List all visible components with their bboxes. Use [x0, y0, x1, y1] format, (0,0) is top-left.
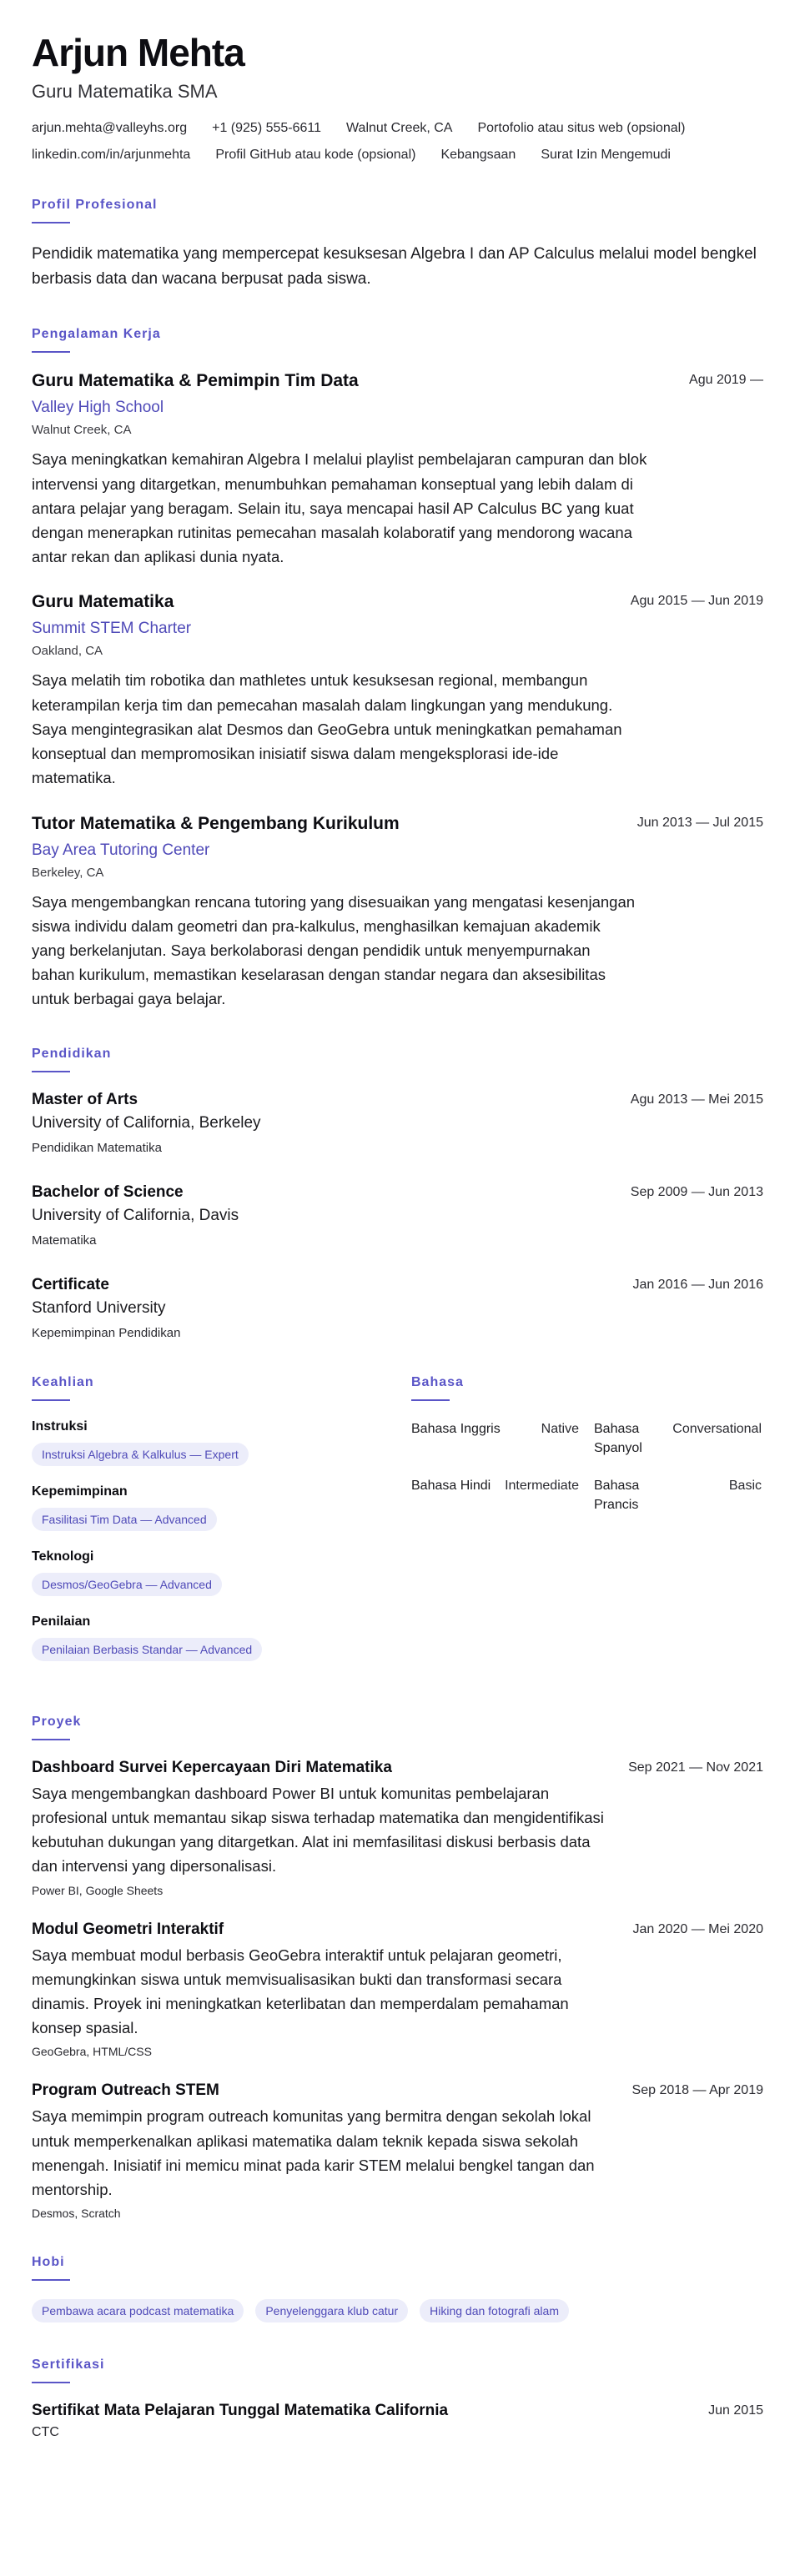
project-date: Sep 2018 — Apr 2019	[631, 2083, 763, 2098]
language-item	[594, 1419, 762, 1458]
project-description: Saya membuat modul berbasis GeoGebra interaktif untuk pelajaran geometri, memungkinkan siswa untuk memvisualisasikan bukti dan transformasi secara dinamis. Proyek ini meningkatkan keterlibatan dan memperdalam pemahaman konsep spasial.	[32, 1946, 569, 2037]
profile-summary: Pendidik matematika yang mempercepat kesuksesan Algebra I dan AP Calculus melalui model bengkel berbasis data dan wacana berpusat pada siswa.	[32, 244, 757, 288]
section-title: Hobi	[32, 2255, 65, 2270]
skill-group	[32, 1614, 411, 1661]
skills-languages-row	[32, 1375, 763, 1680]
language-name: Bahasa Hindi	[411, 1479, 491, 1494]
job-description: Saya meningkatkan kemahiran Algebra I melalui playlist pembelajaran campuran dan blok intervensi yang ditargetkan, menumbuhkan pemahaman konseptual yang lebih dalam di antara pelajar yang beragam. Selain itu, saya mencapai hasil AP Calculus BC yang kuat dengan menerapkan rutinitas pemecahan masalah kolaboratif yang mendorong wacana antar rekan dan aplikasi dunia nyata.	[32, 450, 647, 566]
degree: Master of Arts	[32, 1090, 138, 1108]
project-tech: Power BI, Google Sheets	[32, 1883, 164, 1897]
skill-chip: Desmos/GeoGebra — Advanced	[32, 1573, 222, 1596]
contact-linkedin[interactable]: linkedin.com/in/arjunmehta	[32, 147, 191, 162]
job-location: Berkeley, CA	[32, 865, 104, 880]
hobby-chip: Penyelenggara klub catur	[255, 2299, 408, 2322]
school: Stanford University	[32, 1298, 166, 1317]
language-list	[411, 1419, 762, 1515]
job-title: Guru Matematika	[32, 592, 174, 612]
certification-issuer: CTC	[32, 2425, 59, 2440]
language-level: Native	[541, 1421, 579, 1436]
education-date: Sep 2009 — Jun 2013	[630, 1184, 763, 1199]
job-description: Saya melatih tim robotika dan mathletes untuk kesuksesan regional, membangun keterampilan kerja tim dan pemecahan masalah dalam lingkungan yang mendukung. Saya mengintegrasikan alat Desmos dan GeoGebra untuk meningkatkan pemahaman konseptual dan mempromosikan inisiatif siswa dalam mengeksplorasi ide-ide matematika.	[32, 671, 622, 787]
contact-list	[32, 121, 763, 163]
hobby-list	[32, 2299, 763, 2322]
language-item	[411, 1419, 579, 1458]
education-item	[32, 1091, 763, 1155]
education-item	[32, 1276, 763, 1340]
section-divider	[32, 1739, 70, 1740]
project-item	[32, 1759, 763, 1897]
section-title: Profil Profesional	[32, 197, 158, 212]
section-title: Proyek	[32, 1714, 82, 1729]
section-divider	[32, 2279, 70, 2281]
education-date: Jan 2016 — Jun 2016	[632, 1277, 763, 1292]
project-tech: Desmos, Scratch	[32, 2207, 121, 2221]
education-item	[32, 1183, 763, 1248]
project-title: Dashboard Survei Kepercayaan Diri Matematika	[32, 1758, 392, 1776]
language-level: Basic	[728, 1479, 762, 1494]
employer: Bay Area Tutoring Center	[32, 841, 210, 859]
certification-title: Sertifikat Mata Pelajaran Tunggal Matematika California	[32, 2402, 449, 2420]
project-item	[32, 1921, 763, 2059]
experience-item	[32, 592, 763, 790]
candidate-role: Guru Matematika SMA	[32, 80, 218, 102]
skill-category: Penilaian	[32, 1614, 91, 1629]
experience-section	[32, 327, 763, 1011]
language-level: Intermediate	[505, 1479, 579, 1494]
education-date: Agu 2013 — Mei 2015	[630, 1092, 763, 1107]
project-title: Program Outreach STEM	[32, 2081, 219, 2100]
contact-email[interactable]: arjun.mehta@valleyhs.org	[32, 120, 188, 135]
section-divider	[411, 1399, 450, 1401]
school: University of California, Davis	[32, 1206, 239, 1224]
resume-header	[32, 32, 763, 163]
field-of-study: Pendidikan Matematika	[32, 1140, 162, 1155]
skill-category: Teknologi	[32, 1549, 94, 1564]
contact-phone[interactable]: +1 (925) 555-6611	[212, 120, 322, 135]
section-title: Bahasa	[411, 1374, 464, 1389]
skill-group	[32, 1419, 411, 1466]
education-section	[32, 1047, 763, 1340]
project-date: Sep 2021 — Nov 2021	[628, 1760, 763, 1775]
degree: Bachelor of Science	[32, 1183, 184, 1201]
experience-item	[32, 814, 763, 1012]
job-date: Agu 2015 — Jun 2019	[630, 594, 763, 609]
contact-location: Walnut Creek, CA	[346, 120, 453, 135]
certification-date: Jun 2015	[708, 2403, 763, 2418]
projects-section	[32, 1715, 763, 2221]
project-tech: GeoGebra, HTML/CSS	[32, 2045, 152, 2059]
section-title: Sertifikasi	[32, 2358, 105, 2373]
language-item	[594, 1476, 762, 1514]
project-description: Saya mengembangkan dashboard Power BI untuk komunitas pembelajaran profesional untuk memantau sikap siswa terhadap matematika dan mengidentifikasi kebutuhan dukungan yang ditargetkan. Alat ini memfasilitasi diskusi berbasis data dan intervensi yang dipersonalisasi.	[32, 1784, 604, 1876]
hobby-chip: Hiking dan fotografi alam	[420, 2299, 569, 2322]
language-item	[411, 1476, 579, 1514]
project-title: Modul Geometri Interaktif	[32, 1920, 224, 1938]
skill-group	[32, 1549, 411, 1596]
job-location: Walnut Creek, CA	[32, 423, 132, 438]
contact-portfolio[interactable]: Portofolio atau situs web (opsional)	[477, 120, 686, 135]
contact-nationality: Kebangsaan	[440, 147, 516, 162]
field-of-study: Matematika	[32, 1233, 97, 1248]
section-divider	[32, 1399, 70, 1401]
section-divider	[32, 2382, 70, 2383]
skill-category: Instruksi	[32, 1419, 88, 1434]
project-item	[32, 2081, 763, 2220]
school: University of California, Berkeley	[32, 1113, 261, 1132]
job-location: Oakland, CA	[32, 644, 103, 659]
languages-section	[411, 1375, 762, 1680]
language-name: Bahasa Inggris	[411, 1421, 501, 1436]
language-name: Bahasa Spanyol	[594, 1421, 642, 1455]
job-description: Saya mengembangkan rencana tutoring yang disesuaikan yang mengatasi kesenjangan siswa individu dalam geometri dan pra-kalkulus, menghasilkan kemajuan akademik yang berkelanjutan. Saya berkolaborasi dengan pendidik untuk menyempurnakan bahan kurikulum, memastikan keselarasan dengan standar negara dan aksesibilitas untuk berbagai gaya belajar.	[32, 892, 636, 1008]
job-title: Guru Matematika & Pemimpin Tim Data	[32, 371, 359, 391]
section-title: Pengalaman Kerja	[32, 327, 161, 342]
project-date: Jan 2020 — Mei 2020	[632, 1921, 763, 1936]
contact-drivers-license: Surat Izin Mengemudi	[541, 147, 671, 162]
skill-category: Kepemimpinan	[32, 1484, 128, 1499]
section-divider	[32, 351, 70, 353]
experience-item	[32, 371, 763, 569]
profile-section	[32, 198, 763, 293]
section-divider	[32, 222, 70, 223]
skill-chip: Instruksi Algebra & Kalkulus — Expert	[32, 1443, 249, 1466]
project-description: Saya memimpin program outreach komunitas yang bermitra dengan sekolah lokal untuk memperkenalkan aplikasi matematika dalam teknik kepada siswa sekolah menengah. Inisiatif ini memicu minat pada karir STEM melalui bengkel tangan dan mentorship.	[32, 2107, 595, 2199]
section-title: Pendidikan	[32, 1046, 112, 1061]
job-date: Jun 2013 — Jul 2015	[637, 815, 763, 830]
contact-github[interactable]: Profil GitHub atau kode (opsional)	[215, 147, 416, 162]
employer: Valley High School	[32, 399, 164, 417]
employer: Summit STEM Charter	[32, 620, 192, 638]
candidate-name: Arjun Mehta	[32, 31, 244, 74]
section-divider	[32, 1071, 70, 1072]
hobby-chip: Pembawa acara podcast matematika	[32, 2299, 244, 2322]
job-title: Tutor Matematika & Pengembang Kurikulum	[32, 813, 400, 833]
field-of-study: Kepemimpinan Pendidikan	[32, 1325, 181, 1340]
section-title: Keahlian	[32, 1374, 94, 1389]
skill-chip: Fasilitasi Tim Data — Advanced	[32, 1508, 217, 1531]
language-level: Conversational	[672, 1421, 762, 1436]
certification-item	[32, 2402, 763, 2440]
language-name: Bahasa Prancis	[594, 1479, 640, 1513]
skill-chip: Penilaian Berbasis Standar — Advanced	[32, 1638, 262, 1661]
degree: Certificate	[32, 1275, 109, 1293]
hobbies-section	[32, 2255, 763, 2322]
skills-section	[32, 1375, 411, 1680]
skill-group	[32, 1484, 411, 1531]
certifications-section	[32, 2358, 763, 2440]
job-date: Agu 2019 —	[689, 373, 763, 388]
